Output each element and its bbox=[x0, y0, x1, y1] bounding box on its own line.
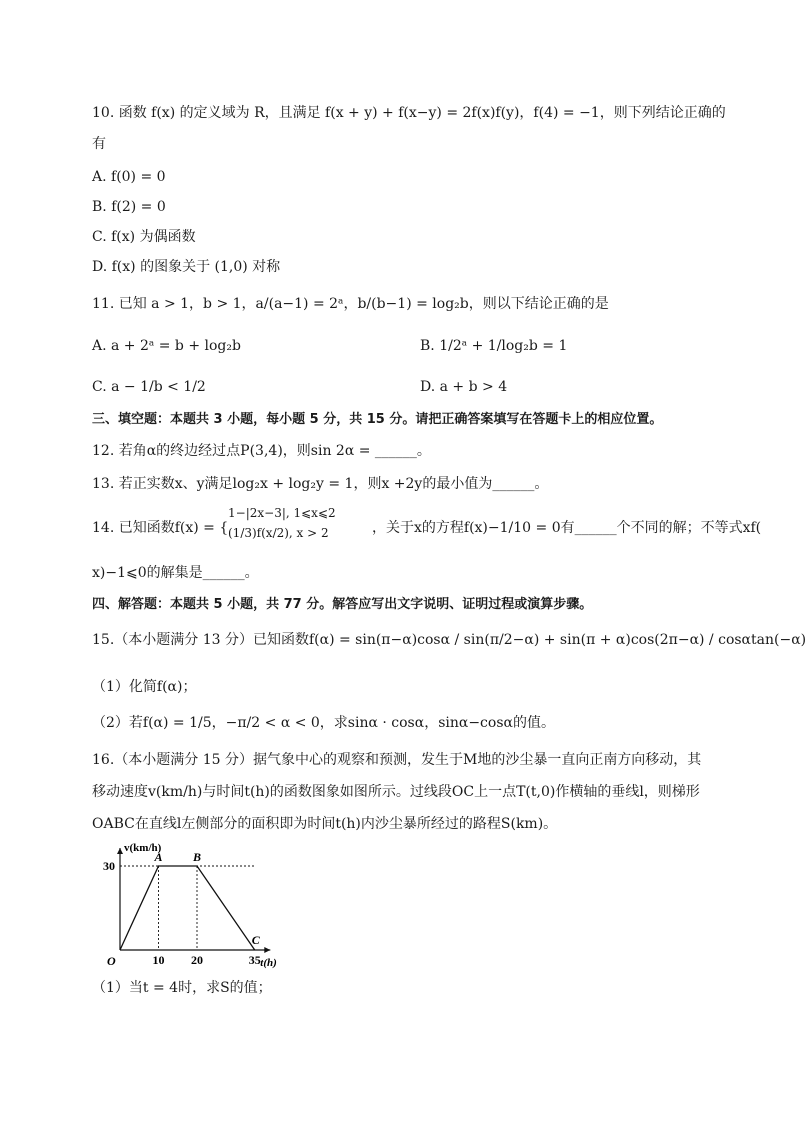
q16-line3: OABC在直线l左侧部分的面积即为时间t(h)内沙尘暴所经过的路程S(km)。 bbox=[92, 816, 558, 832]
q14-rest: ，关于x的方程f(x)−1/10 = 0有______个不同的解；不等式xf( bbox=[372, 520, 762, 536]
q14-piece1: 1−|2x−3|, 1⩽x⩽2 bbox=[228, 506, 336, 520]
q11-option-a: A. a + 2ᵃ = b + log₂b bbox=[92, 338, 241, 354]
q14-prefix: 14. 已知函数f(x) = { bbox=[92, 520, 229, 536]
y-axis-label: v(km/h) bbox=[124, 842, 162, 854]
y-axis-arrow bbox=[117, 848, 123, 854]
q11-stem: 11. 已知 a > 1，b > 1，a/(a−1) = 2ᵃ，b/(b−1) = log₂b，则以下结论正确的是 bbox=[92, 296, 609, 312]
q13: 13. 若正实数x、y满足log₂x + log₂y = 1，则x +2y的最小值为______。 bbox=[92, 476, 549, 492]
section-solution-header: 四、解答题：本题共 5 小题，共 77 分。解答应写出文字说明、证明过程或演算步骤。 bbox=[92, 597, 593, 612]
x-tick-label: 20 bbox=[191, 953, 203, 967]
x-axis-arrow bbox=[264, 947, 270, 953]
y-tick-label: 30 bbox=[103, 859, 115, 873]
point-label-b: B bbox=[193, 850, 202, 864]
q10-stem-line1: 10. 函数 f(x) 的定义域为 R，且满足 f(x + y) + f(x−y) = 2f(x)f(y)，f(4) = −1，则下列结论正确的 bbox=[92, 105, 726, 121]
q11-option-d: D. a + b > 4 bbox=[420, 379, 508, 395]
q14-piece2: (1/3)f(x/2), x > 2 bbox=[228, 526, 329, 540]
x-tick-label: 10 bbox=[152, 953, 165, 967]
q10-option-c: C. f(x) 为偶函数 bbox=[92, 229, 196, 245]
point-label-o: O bbox=[107, 954, 116, 968]
x-axis-label: t(h) bbox=[260, 957, 277, 969]
q10-option-b: B. f(2) = 0 bbox=[92, 199, 166, 215]
point-label-a: A bbox=[154, 850, 163, 864]
q14-line2: x)−1⩽0的解集是______。 bbox=[92, 565, 259, 581]
q15-part1: （1）化简f(α)； bbox=[92, 679, 197, 695]
q15-stem: 15.（本小题满分 13 分）已知函数f(α) = sin(π−α)cosα / sin(π/2−α) + sin(π + α)cos(2π−α) / cosαtan(−α) bbox=[92, 632, 806, 648]
velocity-time-chart bbox=[92, 840, 277, 970]
q12: 12. 若角α的终边经过点P(3,4)，则sin 2α = ______。 bbox=[92, 443, 431, 459]
q16-line1: 16.（本小题满分 15 分）据气象中心的观察和预测，发生于M地的沙尘暴一直向正南方向移动，其 bbox=[92, 752, 702, 768]
section-fill-blank-header: 三、填空题：本题共 3 小题，每小题 5 分，共 15 分。请把正确答案填写在答题卡上的相应位置。 bbox=[92, 412, 663, 427]
q16-line2: 移动速度v(km/h)与时间t(h)的函数图象如图所示。过线段OC上一点T(t,0)作横轴的垂线l，则梯形 bbox=[92, 784, 700, 800]
q10-option-d: D. f(x) 的图象关于 (1,0) 对称 bbox=[92, 259, 281, 275]
q10-stem-line2: 有 bbox=[92, 136, 106, 152]
q11-option-b: B. 1/2ᵃ + 1/log₂b = 1 bbox=[420, 338, 568, 354]
q10-option-a: A. f(0) = 0 bbox=[92, 169, 166, 185]
series-line bbox=[120, 866, 255, 950]
q16-part1: （1）当t = 4时，求S的值； bbox=[92, 980, 272, 996]
x-tick-label: 35 bbox=[248, 953, 261, 967]
point-label-c: C bbox=[251, 933, 260, 947]
q15-part2: （2）若f(α) = 1/5，−π/2 < α < 0，求sinα · cosα，sinα−cosα的值。 bbox=[92, 715, 555, 731]
q11-option-c: C. a − 1/b < 1/2 bbox=[92, 379, 206, 395]
